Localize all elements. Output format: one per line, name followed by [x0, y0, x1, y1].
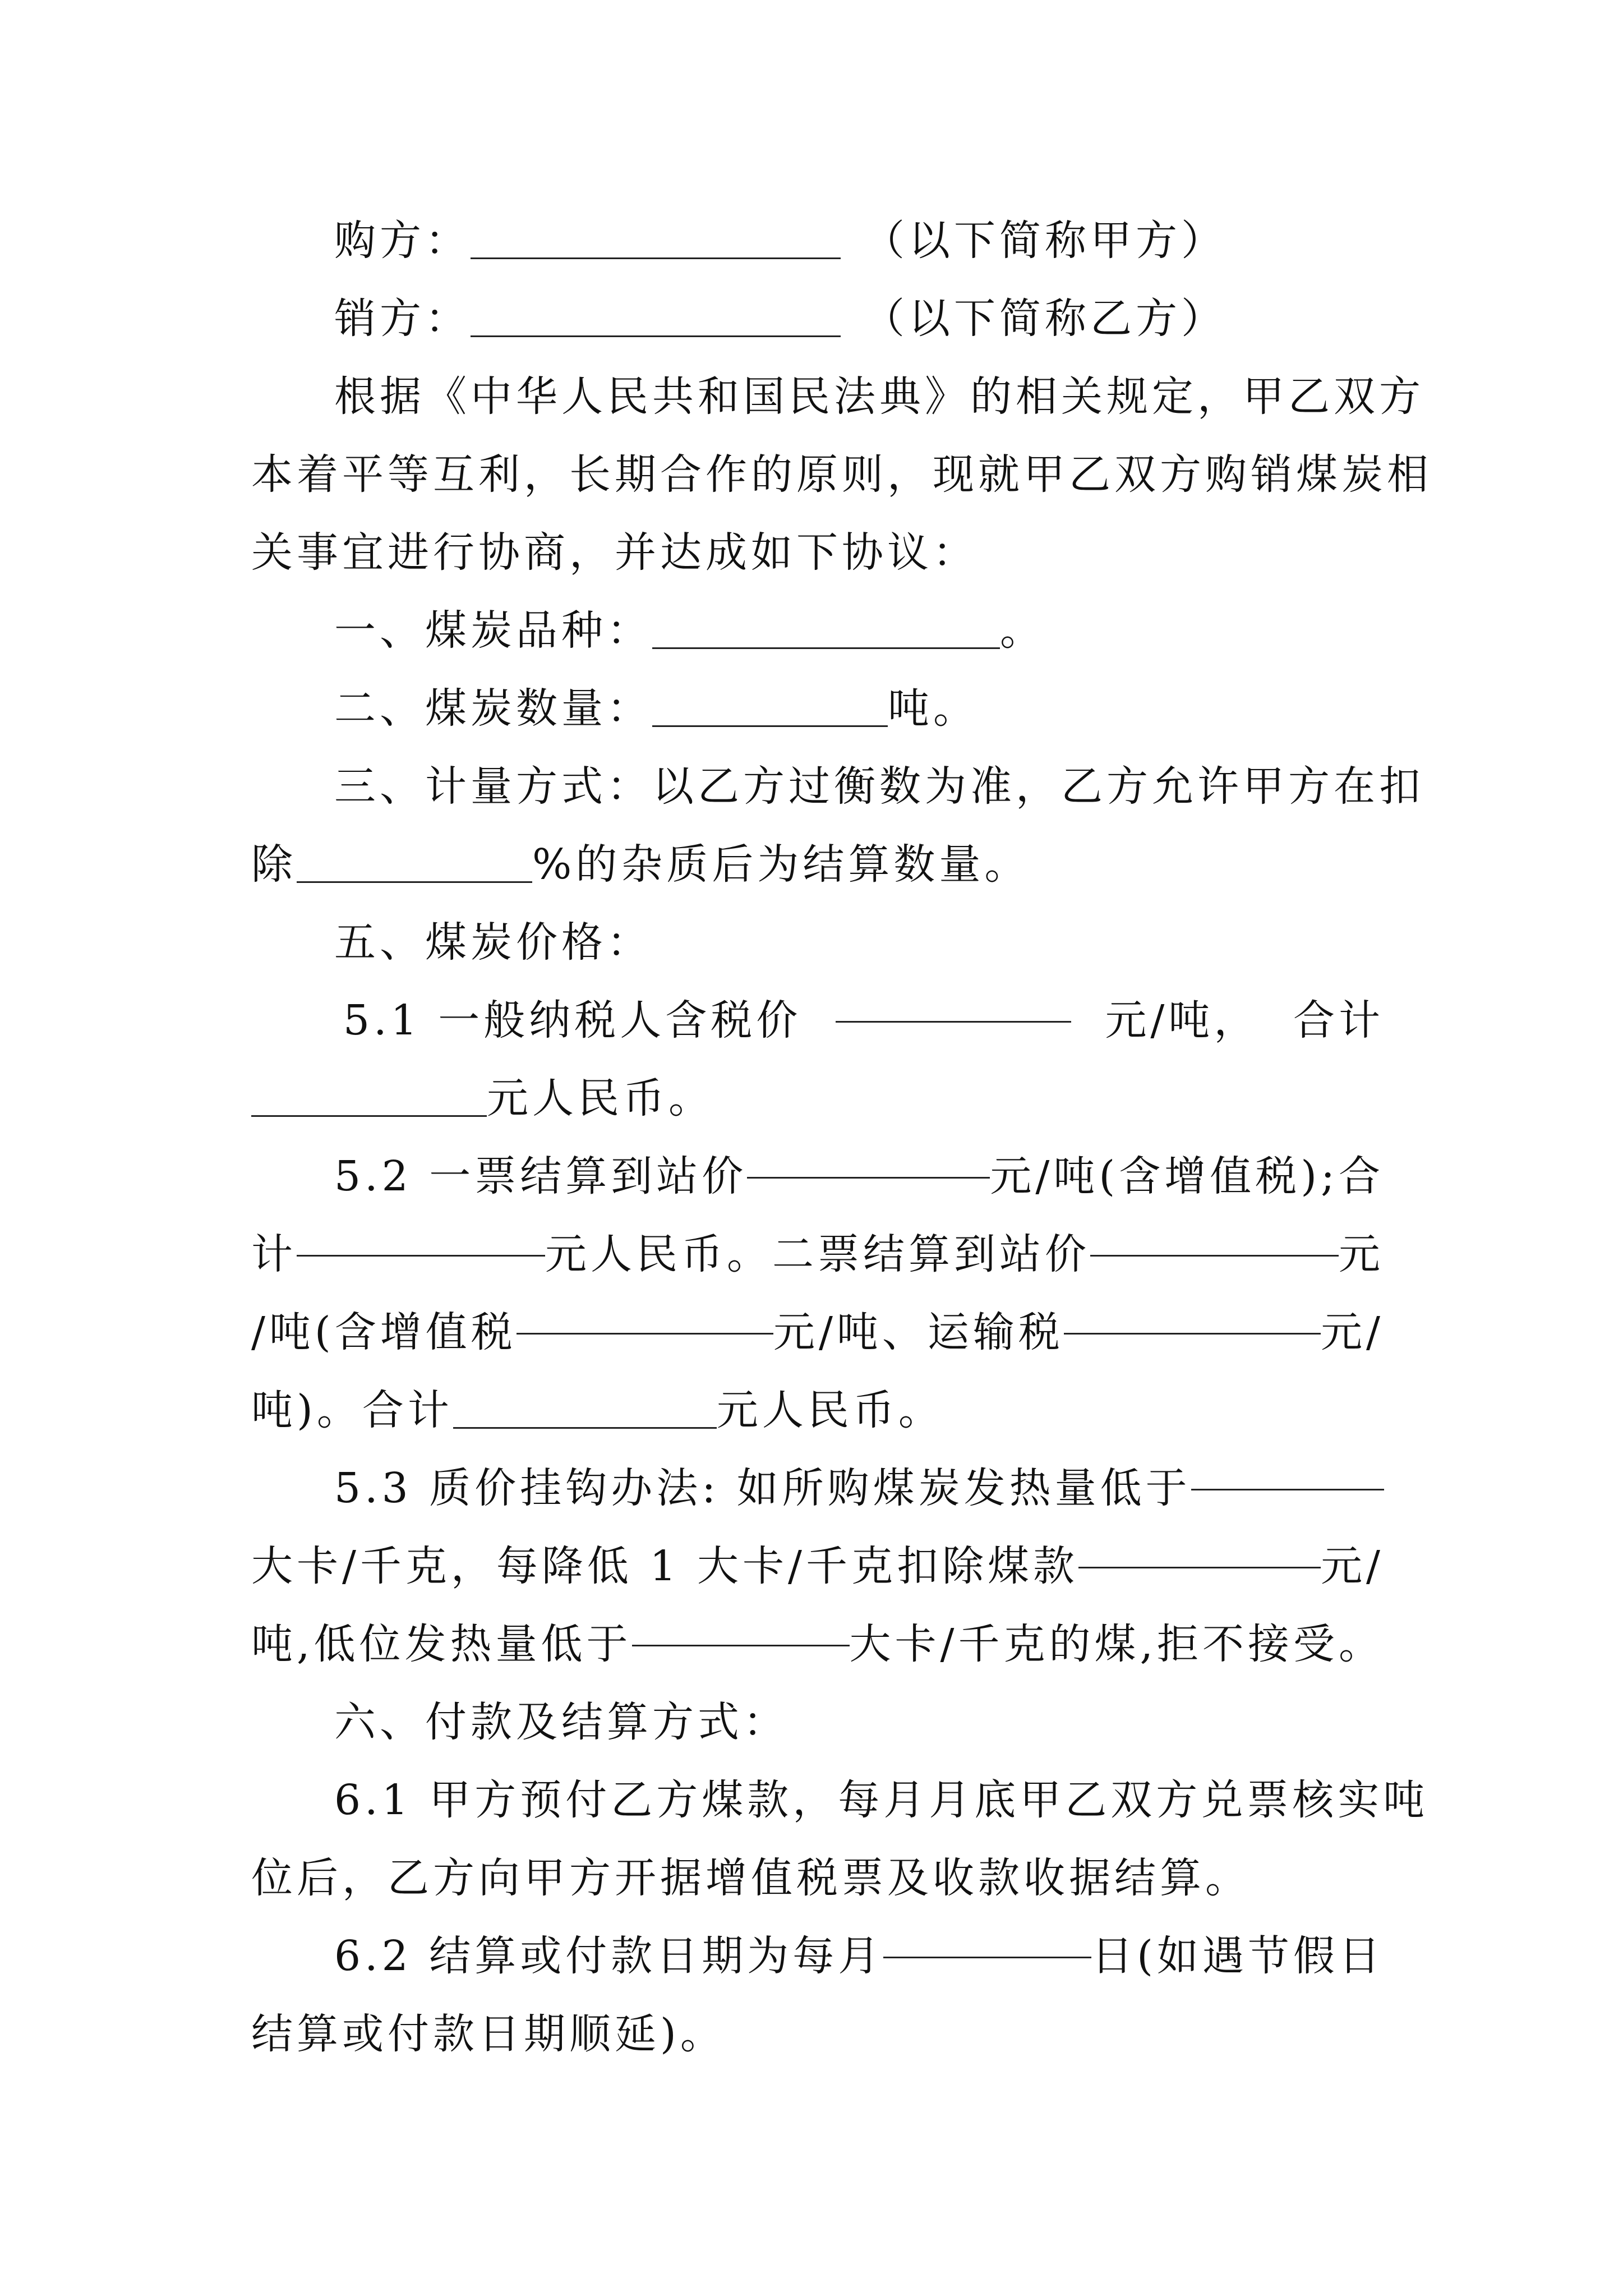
price-text: 元人民币。: [487, 1074, 714, 1122]
buyer-blank[interactable]: [471, 218, 841, 259]
price-text: 合计: [1293, 996, 1384, 1045]
intro-text: 本着平等互利，长期合作的原则，: [251, 450, 933, 499]
seller-blank[interactable]: [471, 296, 841, 337]
payment-6-2-line-1: [251, 1917, 1384, 1995]
intro-line-3: 关事宜进行协商，并达成如下协议：: [251, 528, 978, 577]
seller-line: [251, 280, 1384, 358]
payment-6-1-line-2: 位后，乙方向甲方开据增值税票及收款收据结算。: [251, 1854, 1251, 1902]
seller-label: 销方：: [334, 295, 471, 343]
price-5-1-line-2: [251, 1060, 1384, 1138]
coal-quantity-label: 二、煤炭数量：: [334, 684, 652, 733]
coal-variety-blank[interactable]: [652, 608, 1000, 649]
price-5-2-line-1: [251, 1138, 1384, 1216]
period: 。: [1000, 606, 1045, 655]
intro-line-2: [251, 436, 1432, 514]
payment-text: 日(如遇节假日: [1091, 1932, 1384, 1980]
two-ticket-price-blank[interactable]: [1090, 1216, 1339, 1257]
metering-text: 三、计量方式：以乙方过衡数为准，: [334, 762, 1061, 811]
metering-text: %的杂质后为结算数量。: [532, 840, 1030, 889]
transport-tax-blank[interactable]: [1064, 1294, 1321, 1335]
coal-quantity-line: [251, 670, 1384, 748]
unit-ton: 吨。: [888, 684, 979, 733]
price-text: 5.1 一般纳税人含税价: [343, 996, 802, 1045]
coal-variety-label: 一、煤炭品种：: [334, 606, 652, 655]
buyer-label: 购方：: [334, 217, 471, 265]
price-text: 元人民币。: [716, 1386, 944, 1434]
price-text: 大卡/千克，每降低 1 大卡/千克扣除煤款: [251, 1542, 1078, 1590]
price-text: 元/: [1321, 1542, 1384, 1590]
vat-blank[interactable]: [517, 1294, 773, 1335]
price-text: 元: [1339, 1230, 1384, 1278]
price-text: 计: [251, 1230, 297, 1278]
metering-line-1: [251, 748, 1424, 826]
price-5-1-line-1: [251, 982, 1384, 1060]
price-text: 元/吨(含增值税);合: [990, 1152, 1384, 1200]
metering-line-2: [251, 826, 1384, 904]
contract-body: [251, 202, 1432, 2073]
price-text: 吨,低位发热量低于: [251, 1620, 632, 1668]
price-text: 元人民币。二票结算到站价: [545, 1230, 1090, 1278]
price-5-2-line-4: [251, 1372, 1384, 1450]
min-calorific-blank[interactable]: [632, 1605, 850, 1646]
coal-price-title: 五、煤炭价格：: [334, 918, 652, 967]
price-5-3-line-1: [251, 1450, 1384, 1527]
price-text: 大卡/千克的煤,拒不接受。: [849, 1620, 1384, 1668]
price-5-3-line-3: [251, 1605, 1384, 1683]
intro-text: 现就甲乙双方购销煤炭相: [933, 450, 1432, 499]
price-text: 元/吨、运输税: [773, 1308, 1064, 1356]
payment-text: 6.2 结算或付款日期为每月: [334, 1932, 884, 1980]
price-text: 5.2 一票结算到站价: [334, 1152, 748, 1200]
payment-6-2-line-2: 结算或付款日期顺延)。: [251, 2010, 726, 2058]
total-rmb-blank[interactable]: [251, 1076, 487, 1117]
price-5-2-line-2: [251, 1216, 1384, 1294]
payment-title: 六、付款及结算方式：: [334, 1698, 789, 1746]
tax-incl-price-blank[interactable]: [836, 982, 1071, 1023]
price-5-2-line-3: [251, 1294, 1384, 1372]
one-ticket-total-blank[interactable]: [297, 1216, 545, 1257]
price-text: /吨(含增值税: [251, 1308, 517, 1356]
deduction-blank[interactable]: [1078, 1527, 1321, 1568]
payment-day-blank[interactable]: [883, 1917, 1091, 1958]
metering-text: 乙方允许甲方在扣: [1061, 762, 1424, 811]
intro-line-1: [251, 358, 1424, 436]
coal-variety-line: [251, 592, 1384, 670]
coal-quantity-blank[interactable]: [652, 686, 888, 727]
seller-note: （以下简称乙方）: [863, 295, 1227, 343]
two-ticket-total-blank[interactable]: [453, 1388, 717, 1429]
price-text: 5.3 质价挂钩办法: 如所购煤炭发热量低于: [334, 1464, 1191, 1512]
buyer-line: [251, 202, 1384, 280]
price-text: 元/吨，: [1105, 996, 1260, 1045]
metering-text: 除: [251, 840, 297, 889]
impurity-percent-blank[interactable]: [297, 842, 532, 883]
intro-text: 根据《中华人民共和国民法典》的相关规定，: [334, 372, 1243, 421]
price-5-3-line-2: [251, 1527, 1384, 1605]
payment-6-1-line-1: [251, 1761, 1429, 1839]
calorific-threshold-blank[interactable]: [1191, 1450, 1384, 1490]
buyer-note: （以下简称甲方）: [863, 217, 1227, 265]
intro-text: 甲乙双方: [1243, 372, 1424, 421]
price-text: 元/: [1321, 1308, 1384, 1356]
one-ticket-price-blank[interactable]: [747, 1138, 990, 1179]
price-text: 吨)。合计: [251, 1386, 453, 1434]
payment-text: 6.1 甲方预付乙方煤款，每月月底甲乙双方兑票核实吨: [334, 1776, 1429, 1824]
